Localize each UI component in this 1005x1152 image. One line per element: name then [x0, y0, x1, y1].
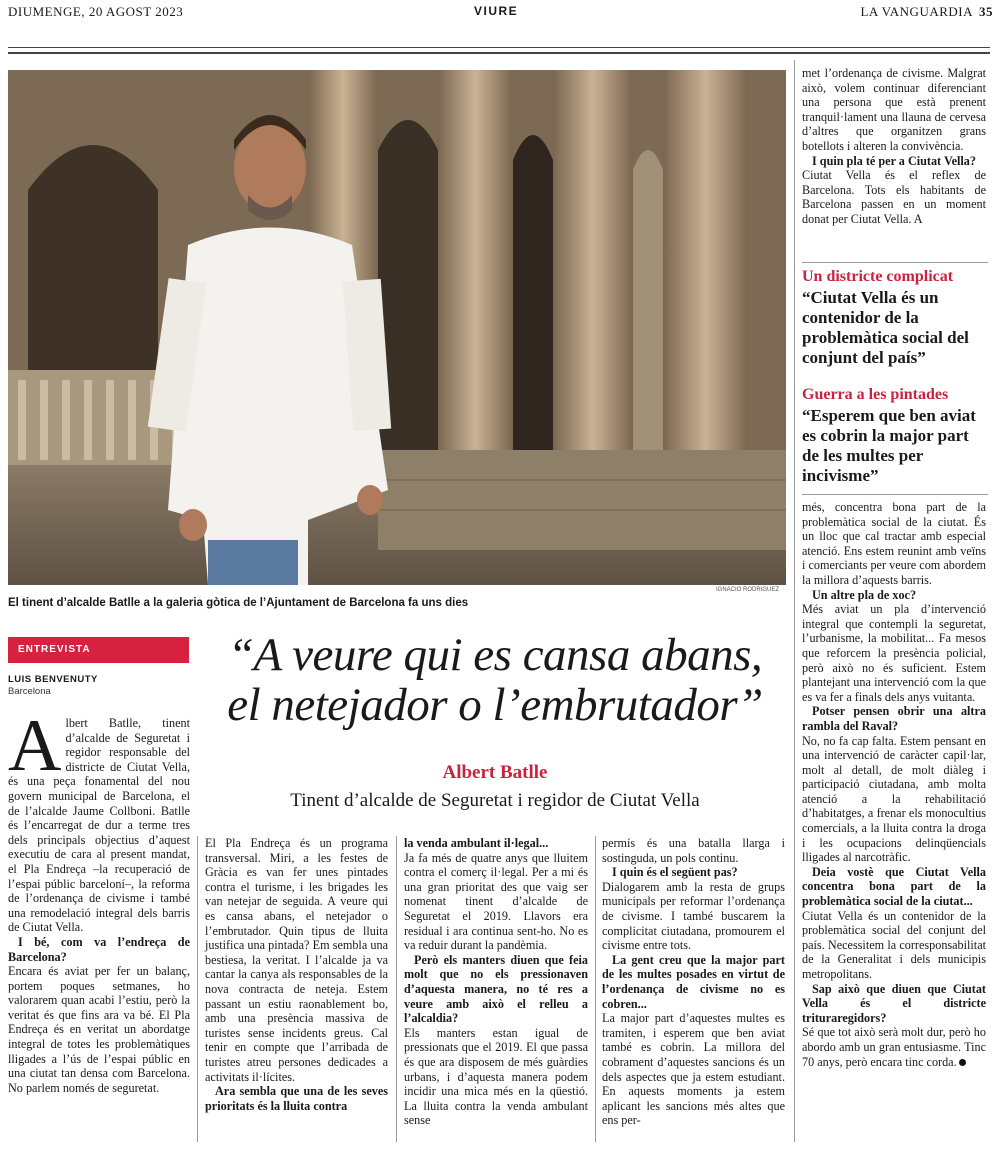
- answer: Ciutat Vella és el reflex de Barcelona. Tots els habitants de Barcelona passen en un moment donat per Ciutat Vella. A: [802, 168, 986, 226]
- headline-line-2: el netejador o l’embrutador”: [227, 679, 763, 731]
- question: Ara sembla que una de les seves prioritats és la lluita contra: [205, 1084, 388, 1113]
- answer: Encara és aviat per fer un balanç, portem poques setmanes, ho valorarem quan acabi l’estiu, però la veritat és que fins ara va bé. El Pla Endreça és en veritat un abordatge integral de totes les problemàtiques lligades a l’ús de l’espai públic en una ciutat tan densa com Barcelona. No parlem només de seguretat.: [8, 964, 190, 1095]
- article-column-5-top: [802, 66, 986, 227]
- answer: Ja fa més de quatre anys que lluitem contra el comerç il·legal. Per a mi és una gran prioritat des que vaig ser nomenat tinent d’alcalde de Seguretat el 2019. Llavors era residual i ara continua sent-ho. No es va reduir durant la pandèmia.: [404, 850, 588, 953]
- column-separator: [396, 836, 397, 1142]
- question: Sap això que diuen que Ciutat Vella és el districte trituraregidors?: [802, 981, 986, 1025]
- page-number: 35: [979, 4, 993, 19]
- end-of-article-icon: [959, 1059, 966, 1066]
- interviewee-name: Albert Batlle: [442, 762, 548, 783]
- article-column-5-bottom: [802, 500, 986, 1069]
- pullquote-kicker: Un districte complicat: [802, 268, 954, 285]
- answer: Els manters estan igual de pressionats que el 2019. El que passa és que ara disposem de més guàrdies urbans, i d’aquesta manera podem incidir una mica més en la qüestió. La lluita contra la venda ambulant sense: [404, 1025, 588, 1128]
- photo-credit: IGNACIO RODRIGUEZ: [716, 587, 780, 593]
- article-column-2: [205, 836, 388, 1113]
- byline-author: LUIS BENVENUTY: [8, 674, 98, 685]
- column-separator: [197, 836, 198, 1142]
- answer-continued: met l’ordenança de civisme. Malgrat això, volem continuar diferenciant una persona que està prenent tranquil·lament una llauna de cervesa d’altres que organitzen grans botellots i alteren la convivència.: [802, 66, 986, 153]
- answer-continued: permís és una batalla llarga i sostinguda, un pols continu.: [602, 836, 785, 865]
- headline-line-1: “A veure qui es cansa abans,: [227, 629, 763, 681]
- answer: No, no fa cap falta. Estem pensant en una intervenció de caràcter capil·lar, molt al detall, de molt diàleg i participació ciutadana, amb molta atenció a la rehabilitació d’habitatges, a frenar els monocultius comercials, a la lluita contra la droga i les ocupacions delinqüencials lligades al narcotràfic.: [802, 733, 986, 865]
- answer: Sé que tot això serà molt dur, però ho abordo amb un gran entusiasme. Tinc 70 anys, però encara tinc corda.: [802, 1025, 986, 1069]
- pullquote: “Ciutat Vella és un contenidor de la problemàtica social del conjunt del país”: [802, 288, 969, 367]
- answer: Ciutat Vella és un contenidor de la problemàtica social del conjunt del país. Necessitem la corresponsabilitat de la Generalitat i dels municipis metropolitans.: [802, 908, 986, 981]
- sidebar-rule: [802, 494, 988, 495]
- header-rule-thick: [8, 52, 990, 54]
- article-column-1: [8, 705, 190, 1095]
- answer: El Pla Endreça és un programa transversal. Miri, a les festes de Gràcia es van fer unes pintades contra el turisme, i les brigades les van netejar de seguida. A veure qui es cansa abans, el netejador o l’embrutador. Quin tipus de lluita justifica una pintada? Em sembla una bestiesa, la veritat. I l’alcalde ja va cantar la canya als responsables de la nova contracta de neteja. Estem passant un estiu raonablement bo, amb una presència massiva de turistes sense incidents greus. Cal tenir en compte que l’arribada de turistes atreu persones dedicades a activitats il·lícites.: [205, 836, 388, 1084]
- interviewee-role: Tinent d’alcalde de Seguretat i regidor de Ciutat Vella: [290, 790, 700, 811]
- column-separator: [794, 60, 795, 1142]
- question: Un altre pla de xoc?: [812, 587, 917, 602]
- question-continued: la venda ambulant il·legal...: [404, 836, 549, 850]
- question: Però els manters diuen que feia molt que no els pressionaven d’aquesta manera, no té res a veure amb això el relleu a l’alcaldia?: [404, 952, 588, 1026]
- section-name: VIURE: [474, 4, 519, 18]
- question: I quin és el següent pas?: [612, 865, 738, 880]
- publication-header: [860, 4, 993, 20]
- main-photo: [8, 70, 786, 585]
- question: I quin pla té per a Ciutat Vella?: [812, 153, 976, 168]
- answer: Més aviat un pla d’intervenció integral que contempli la seguretat, l’urbanisme, la mobilitat... Fa mesos que reforcem la presència policial, però això no és suficient. Estem plantejant una intervenció com la que es va fer a finals dels anys vuitanta.: [802, 602, 986, 704]
- section-tag: ENTREVISTA: [8, 637, 189, 663]
- question: I bé, com va l’endreça de Barcelona?: [8, 934, 190, 964]
- question: Deia vostè que Ciutat Vella concentra bona part de la problemàtica social de la ciutat...: [802, 864, 986, 909]
- question: La gent creu que la major part de les multes posades en virtut de l’ordenança de civisme no es cobren...: [602, 952, 785, 1011]
- photo-caption: El tinent d’alcalde Batlle a la galeria gòtica de l’Ajuntament de Barcelona fa uns dies: [8, 597, 469, 609]
- article-column-4: [602, 836, 785, 1128]
- answer-continued: més, concentra bona part de la problemàtica social de la ciutat. És un lloc que cal tractar amb especial atenció. Ens estem reunint amb veïns i comerciants per veure com abordem la millora d’aquests barris.: [802, 500, 986, 587]
- byline-location: Barcelona: [8, 686, 51, 697]
- drop-cap: A: [8, 705, 62, 787]
- publication-name: LA VANGUARDIA: [860, 4, 973, 19]
- answer: Dialogarem amb la resta de grups municipals per reformar l’ordenança de civisme. I també buscarem la complicitat ciutadana, promourem el civisme entre tots.: [602, 879, 785, 953]
- article-column-3: [404, 836, 588, 1128]
- headline: [205, 630, 785, 730]
- header-rule-thin: [8, 47, 990, 48]
- article-intro: lbert Batlle, tinent d’alcalde de Seguretat i regidor responsable del districte de Ciutat Vella, és una peça fonamental del nou govern municipal de Barcelona, el de l’alcalde Jaume Collboni. Batlle és l’encarregat de dur a terme tres dels principals objectius d’aquest executiu de cara al present mandat, el Pla Endreça –la recuperació de l’espai públic barceloní–, la reforma de l’ordenança de civisme i també una remodelació integral dels barris de Ciutat Vella.: [8, 716, 190, 935]
- edition-date: DIUMENGE, 20 AGOST 2023: [8, 4, 184, 19]
- sidebar-rule: [802, 262, 988, 263]
- answer: La major part d’aquestes multes es tramiten, i esperem que ben aviat també es cobrin. La millora del cobrament d’aquestes sancions és un dels aspectes que ja estem estudiant. En aquests moments ja estem aplicant les sancions més altes que ens per-: [602, 1011, 785, 1128]
- question: Potser pensen obrir una altra rambla del Raval?: [802, 704, 986, 733]
- pullquote: “Esperem que ben aviat es cobrin la major part de les multes per incivisme”: [802, 406, 976, 485]
- pullquote-kicker: Guerra a les pintades: [802, 386, 949, 403]
- column-separator: [595, 836, 596, 1142]
- photo-illustration: [8, 70, 786, 585]
